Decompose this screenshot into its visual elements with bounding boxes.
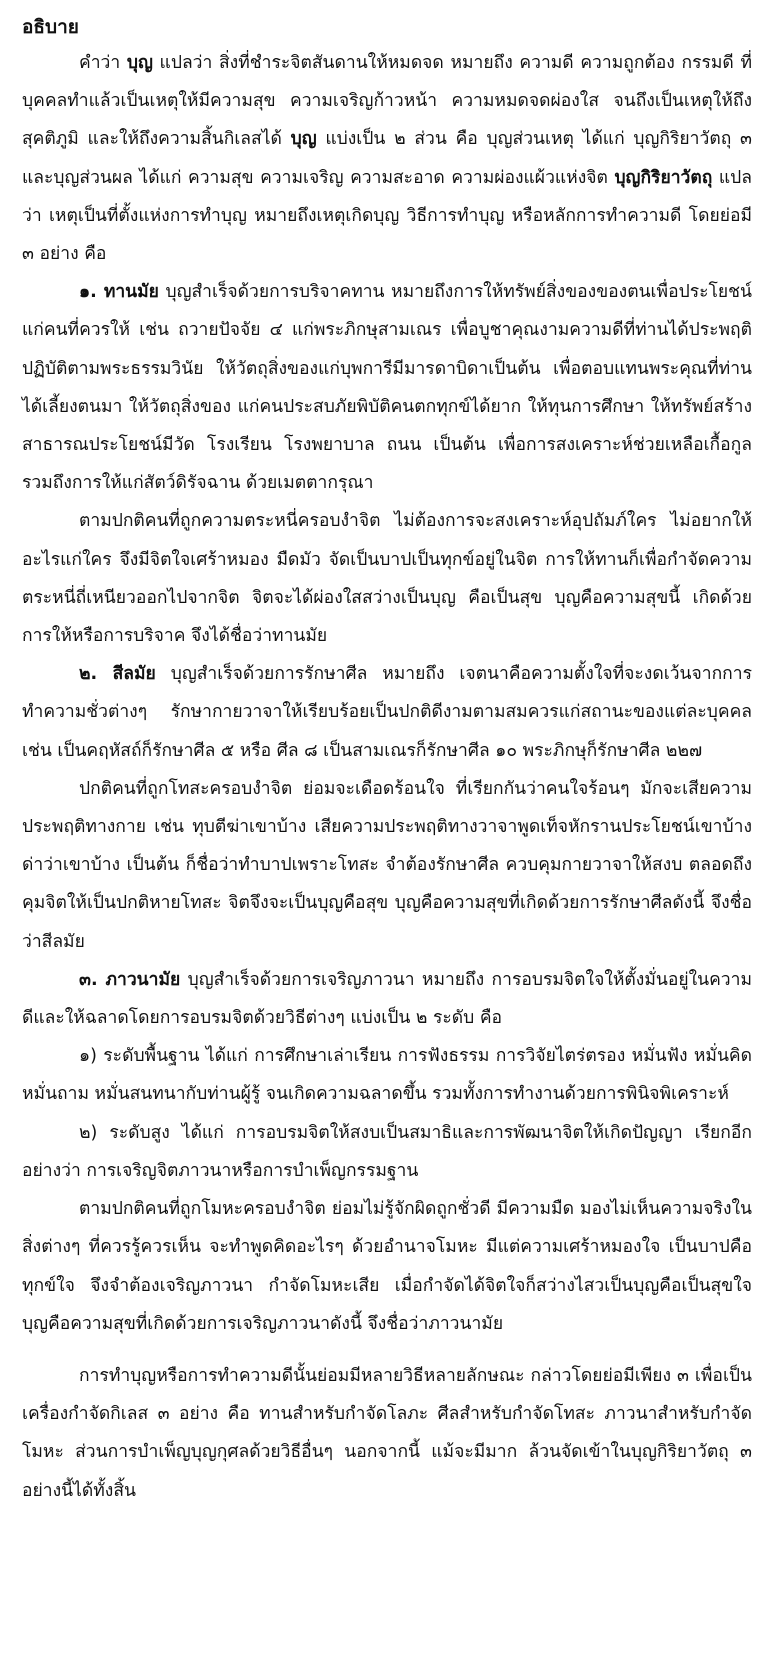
paragraph-bhavana-2: [22, 1190, 752, 1343]
text-run: ๒) ระดับสูง ได้แก่ การอบรมจิตให้สงบเป็นสมาธิและการพัฒนาจิตให้เกิดปัญญา เรียกอีกอย่างว่า การเจริญจิตภาวนาหรือการบำเพ็ญกรรมฐาน: [22, 1122, 752, 1181]
bold-term: ๑. ทานมัย: [79, 282, 159, 303]
bold-term: ๓. ภาวนามัย: [79, 969, 181, 990]
paragraph-dana: [22, 273, 752, 502]
paragraph-bhavana-level-2: [22, 1114, 752, 1190]
bold-term: บุญกิริยาวัตถุ: [614, 167, 713, 188]
text-run: ตามปกติคนที่ถูกความตระหนี่ครอบงำจิต ไม่ต้องการจะสงเคราะห์อุปถัมภ์ใคร ไม่อยากให้อะไรแก่ใคร จึงมีจิตใจเศร้าหมอง มืดมัว จัดเป็นบาปเป็นทุกข์อยู่ในจิต การให้ทานก็เพื่อกำจัดความตระหนี่ถี่เหนียวออกไปจากจิต จิตจะได้ผ่องใสสว่างเป็นบุญ คือเป็นสุข บุญคือความสุขนี้ เกิดด้วยการให้หรือการบริจาค จึงได้ชื่อว่าทานมัย: [22, 511, 752, 647]
text-run: ตามปกติคนที่ถูกโมหะครอบงำจิต ย่อมไม่รู้จักผิดถูกชั่วดี มีความมืด มองไม่เห็นความจริงในสิ่งต่างๆ ที่ควรรู้ควรเห็น จะทำพูดคิดอะไรๆ ด้วยอำนาจโมหะ มีแต่ความเศร้าหมองใจ เป็นบาปคือทุกข์ใจ จึงจำต้องเจริญภาวนา กำจัดโมหะเสีย เมื่อกำจัดได้จิตใจก็สว่างไสวเป็นบุญคือเป็นสุขใจ บุญคือความสุขที่เกิดด้วยการเจริญภาวนาดังนี้ จึงชื่อว่าภาวนามัย: [22, 1199, 752, 1334]
paragraph-gap: [22, 1343, 752, 1357]
text-run: แปลว่า สิ่งที่ชำระจิตสันดานให้หมดจด หมายถึง ความดี ความถูกต้อง กรรมดี ที่บุคคลทำแล้วเป็นเหตุให้มีความสุข ความเจริญก้าวหน้า ความหมดจดผ่องใส จนถึงเป็นเหตุให้ถึงสุคติภูมิ และให้ถึงความสิ้นกิเลสได้: [22, 53, 752, 150]
bold-term: บุญ: [126, 53, 153, 73]
paragraph-sila-2: [22, 770, 752, 961]
text-run: บุญสำเร็จด้วยการเจริญภาวนา หมายถึง การอบรมจิตใจให้ตั้งมั่นอยู่ในความดีและให้ฉลาดโดยการอบรมจิตด้วยวิธีต่างๆ แบ่งเป็น ๒ ระดับ คือ: [22, 969, 752, 1029]
text-run: แบ่งเป็น ๒ ส่วน คือ บุญส่วนเหตุ ได้แก่ บุญกิริยาวัตถุ ๓ และบุญส่วนผล ได้แก่ ความสุข ความเจริญ ความสะอาด ความผ่องแผ้วแห่งจิต: [22, 129, 752, 188]
bold-term: บุญ: [290, 129, 317, 150]
bold-term: ๒. สีลมัย: [79, 664, 156, 685]
text-run: คำว่า: [79, 53, 127, 73]
paragraph-sila: [22, 655, 752, 770]
document-heading: อธิบาย: [22, 16, 79, 38]
text-run: บุญสำเร็จด้วยการรักษาศีล หมายถึง เจตนาคือความตั้งใจที่จะงดเว้นจากการทำความชั่วต่างๆ รักษากายวาจาให้เรียบร้อยเป็นปกติดีงามตามสมควรแก่สถานะของแต่ละบุคคล เช่น เป็นคฤหัสถ์ก็รักษาศีล ๕ หรือ ศีล ๘ เป็นสามเณรก็รักษาศีล ๑๐ พระภิกษุก็รักษาศีล ๒๒๗: [22, 664, 752, 761]
paragraph-summary: [22, 1357, 752, 1510]
text-run: บุญสำเร็จด้วยการบริจาคทาน หมายถึงการให้ทรัพย์สิ่งของของตนเพื่อประโยชน์แก่คนที่ควรให้ เช่น ถวายปัจจัย ๔ แก่พระภิกษุสามเณร เพื่อบูชาคุณงามความดีที่ท่านได้ประพฤติปฏิบัติตามพระธรรมวินัย ให้วัตถุสิ่งของแก่บุพการีมีมารดาบิดาเป็นต้น เพื่อตอบแทนพระคุณที่ท่านได้เลี้ยงตนมา ให้วัตถุสิ่งของ แก่คนประสบภัยพิบัติคนตกทุกข์ได้ยาก ให้ทุนการศึกษา ให้ทรัพย์สร้างสาธารณประโยชน์มีวัด โรงเรียน โรงพยาบาล ถนน เป็นต้น เพื่อการสงเคราะห์ช่วยเหลือเกื้อกูล รวมถึงการให้แก่สัตว์ดิรัจฉาน ด้วยเมตตากรุณา: [22, 282, 752, 494]
paragraph-intro: [22, 44, 752, 273]
text-run: แปลว่า เหตุเป็นที่ตั้งแห่งการทำบุญ หมายถึงเหตุเกิดบุญ วิธีการทำบุญ หรือหลักการทำความดี โดยย่อมี ๓ อย่าง คือ: [22, 167, 752, 265]
paragraph-dana-2: [22, 502, 752, 655]
document-body: [22, 44, 752, 1510]
text-run: การทำบุญหรือการทำความดีนั้นย่อมมีหลายวิธีหลายลักษณะ กล่าวโดยย่อมีเพียง ๓ เพื่อเป็นเครื่องกำจัดกิเลส ๓ อย่าง คือ ทานสำหรับกำจัดโลภะ ศีลสำหรับกำจัดโทสะ ภาวนาสำหรับกำจัดโมหะ ส่วนการบำเพ็ญบุญกุศลด้วยวิธีอื่นๆ นอกจากนี้ แม้จะมีมาก ล้วนจัดเข้าในบุญกิริยาวัตถุ ๓ อย่างนี้ได้ทั้งสิ้น: [22, 1365, 752, 1501]
text-run: ๑) ระดับพื้นฐาน ได้แก่ การศึกษาเล่าเรียน การฟังธรรม การวิจัยไตร่ตรอง หมั่นฟัง หมั่นคิด หมั่นถาม หมั่นสนทนากับท่านผู้รู้ จนเกิดความฉลาดขึ้น รวมทั้งการทำงานด้วยการพินิจพิเคราะห์: [22, 1046, 752, 1105]
paragraph-bhavana: [22, 961, 752, 1037]
text-run: ปกติคนที่ถูกโทสะครอบงำจิต ย่อมจะเดือดร้อนใจ ที่เรียกกันว่าคนใจร้อนๆ มักจะเสียความประพฤติทางกาย เช่น ทุบตีฆ่าเขาบ้าง เสียความประพฤติทางวาจาพูดเท็จหักรานประโยชน์เขาบ้าง ด่าว่าเขาบ้าง เป็นต้น ก็ชื่อว่าทำบาปเพราะโทสะ จำต้องรักษาศีล ควบคุมกายวาจาให้สงบ ตลอดถึงคุมจิตให้เป็นปกติหายโทสะ จิตจึงจะเป็นบุญคือสุข บุญคือความสุขที่เกิดด้วยการรักษาศีลดังนี้ จึงชื่อว่าสีลมัย: [22, 778, 752, 952]
paragraph-bhavana-level-1: [22, 1037, 752, 1113]
